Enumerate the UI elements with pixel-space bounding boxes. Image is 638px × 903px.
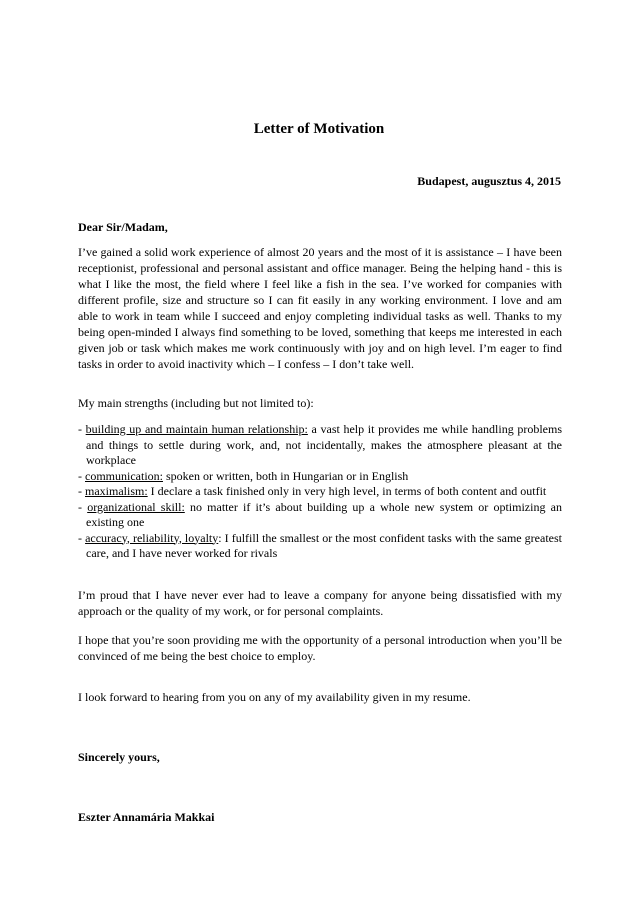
salutation: Dear Sir/Madam, (78, 220, 168, 234)
strength-item (78, 422, 562, 469)
paragraph-experience: I’ve gained a solid work experience of almost 20 years and the most of it is assistance – I have been receptionist, professional and personal assistant and office manager. Being the helping hand - this is what I like the most, the field where I feel like a fish in the sea. I’ve worked for companies with different profile, size and structure so I can fit easily in any working environment. I love and am able to work in team while I succeed and enjoy completing individual tasks as well. Thanks to my being open-minded I always find something to be loved, something that keeps me interested in each given job or task which makes me work continuously with joy and on high level. I’m eager to find tasks in order to avoid inactivity which – I confess – I don’t take well. (78, 245, 562, 371)
strength-label: maximalism: (85, 484, 148, 498)
strength-prefix: - (78, 530, 86, 545)
strength-text: no matter if it’s about building up a whole new system or optimizing an existing one (86, 499, 562, 529)
closing: Sincerely yours, (78, 750, 160, 764)
strength-item (78, 500, 562, 531)
paragraph-pride: I’m proud that I have never ever had to leave a company for anyone being dissatisfied with my approach or the quality of my work, or for personal complaints. (78, 588, 562, 618)
strength-item (78, 484, 562, 500)
strength-prefix: - (78, 499, 88, 514)
paragraph-forward: I look forward to hearing from you on any of my availability given in my resume. (78, 690, 471, 704)
strength-text: I declare a task finished only in very high level, in terms of both content and outfit (147, 484, 547, 498)
letter-date: Budapest, augusztus 4, 2015 (417, 174, 561, 188)
strength-label: building up and maintain human relationship: (85, 422, 308, 436)
paragraph-hope: I hope that you’re soon providing me with the opportunity of a personal introduction when you’ll be convinced of me being the best choice to employ. (78, 633, 562, 663)
strength-text: a vast help it provides me while handling problems and things to settle during work, and, not incidentally, makes the atmosphere pleasant at the workplace (86, 422, 563, 467)
strength-label: organizational skill: (87, 499, 185, 514)
strength-text: spoken or written, both in Hungarian or in English (162, 468, 409, 483)
strength-prefix: - (78, 422, 86, 436)
letter-title: Letter of Motivation (253, 121, 385, 137)
strength-prefix: - (78, 468, 85, 483)
strengths-intro: My main strengths (including but not limited to): (78, 396, 314, 410)
strengths-list (78, 422, 562, 562)
strength-text: : I fulfill the smallest or the most confident tasks with the same greatest care, and I have never worked for rivals (86, 530, 562, 560)
strength-label: communication: (85, 468, 163, 483)
strength-item (78, 469, 562, 485)
signature-name: Eszter Annamária Makkai (78, 810, 215, 824)
strength-prefix: - (78, 484, 85, 498)
strength-item (78, 531, 562, 562)
strength-label: accuracy, reliability, loyalty (85, 530, 219, 545)
